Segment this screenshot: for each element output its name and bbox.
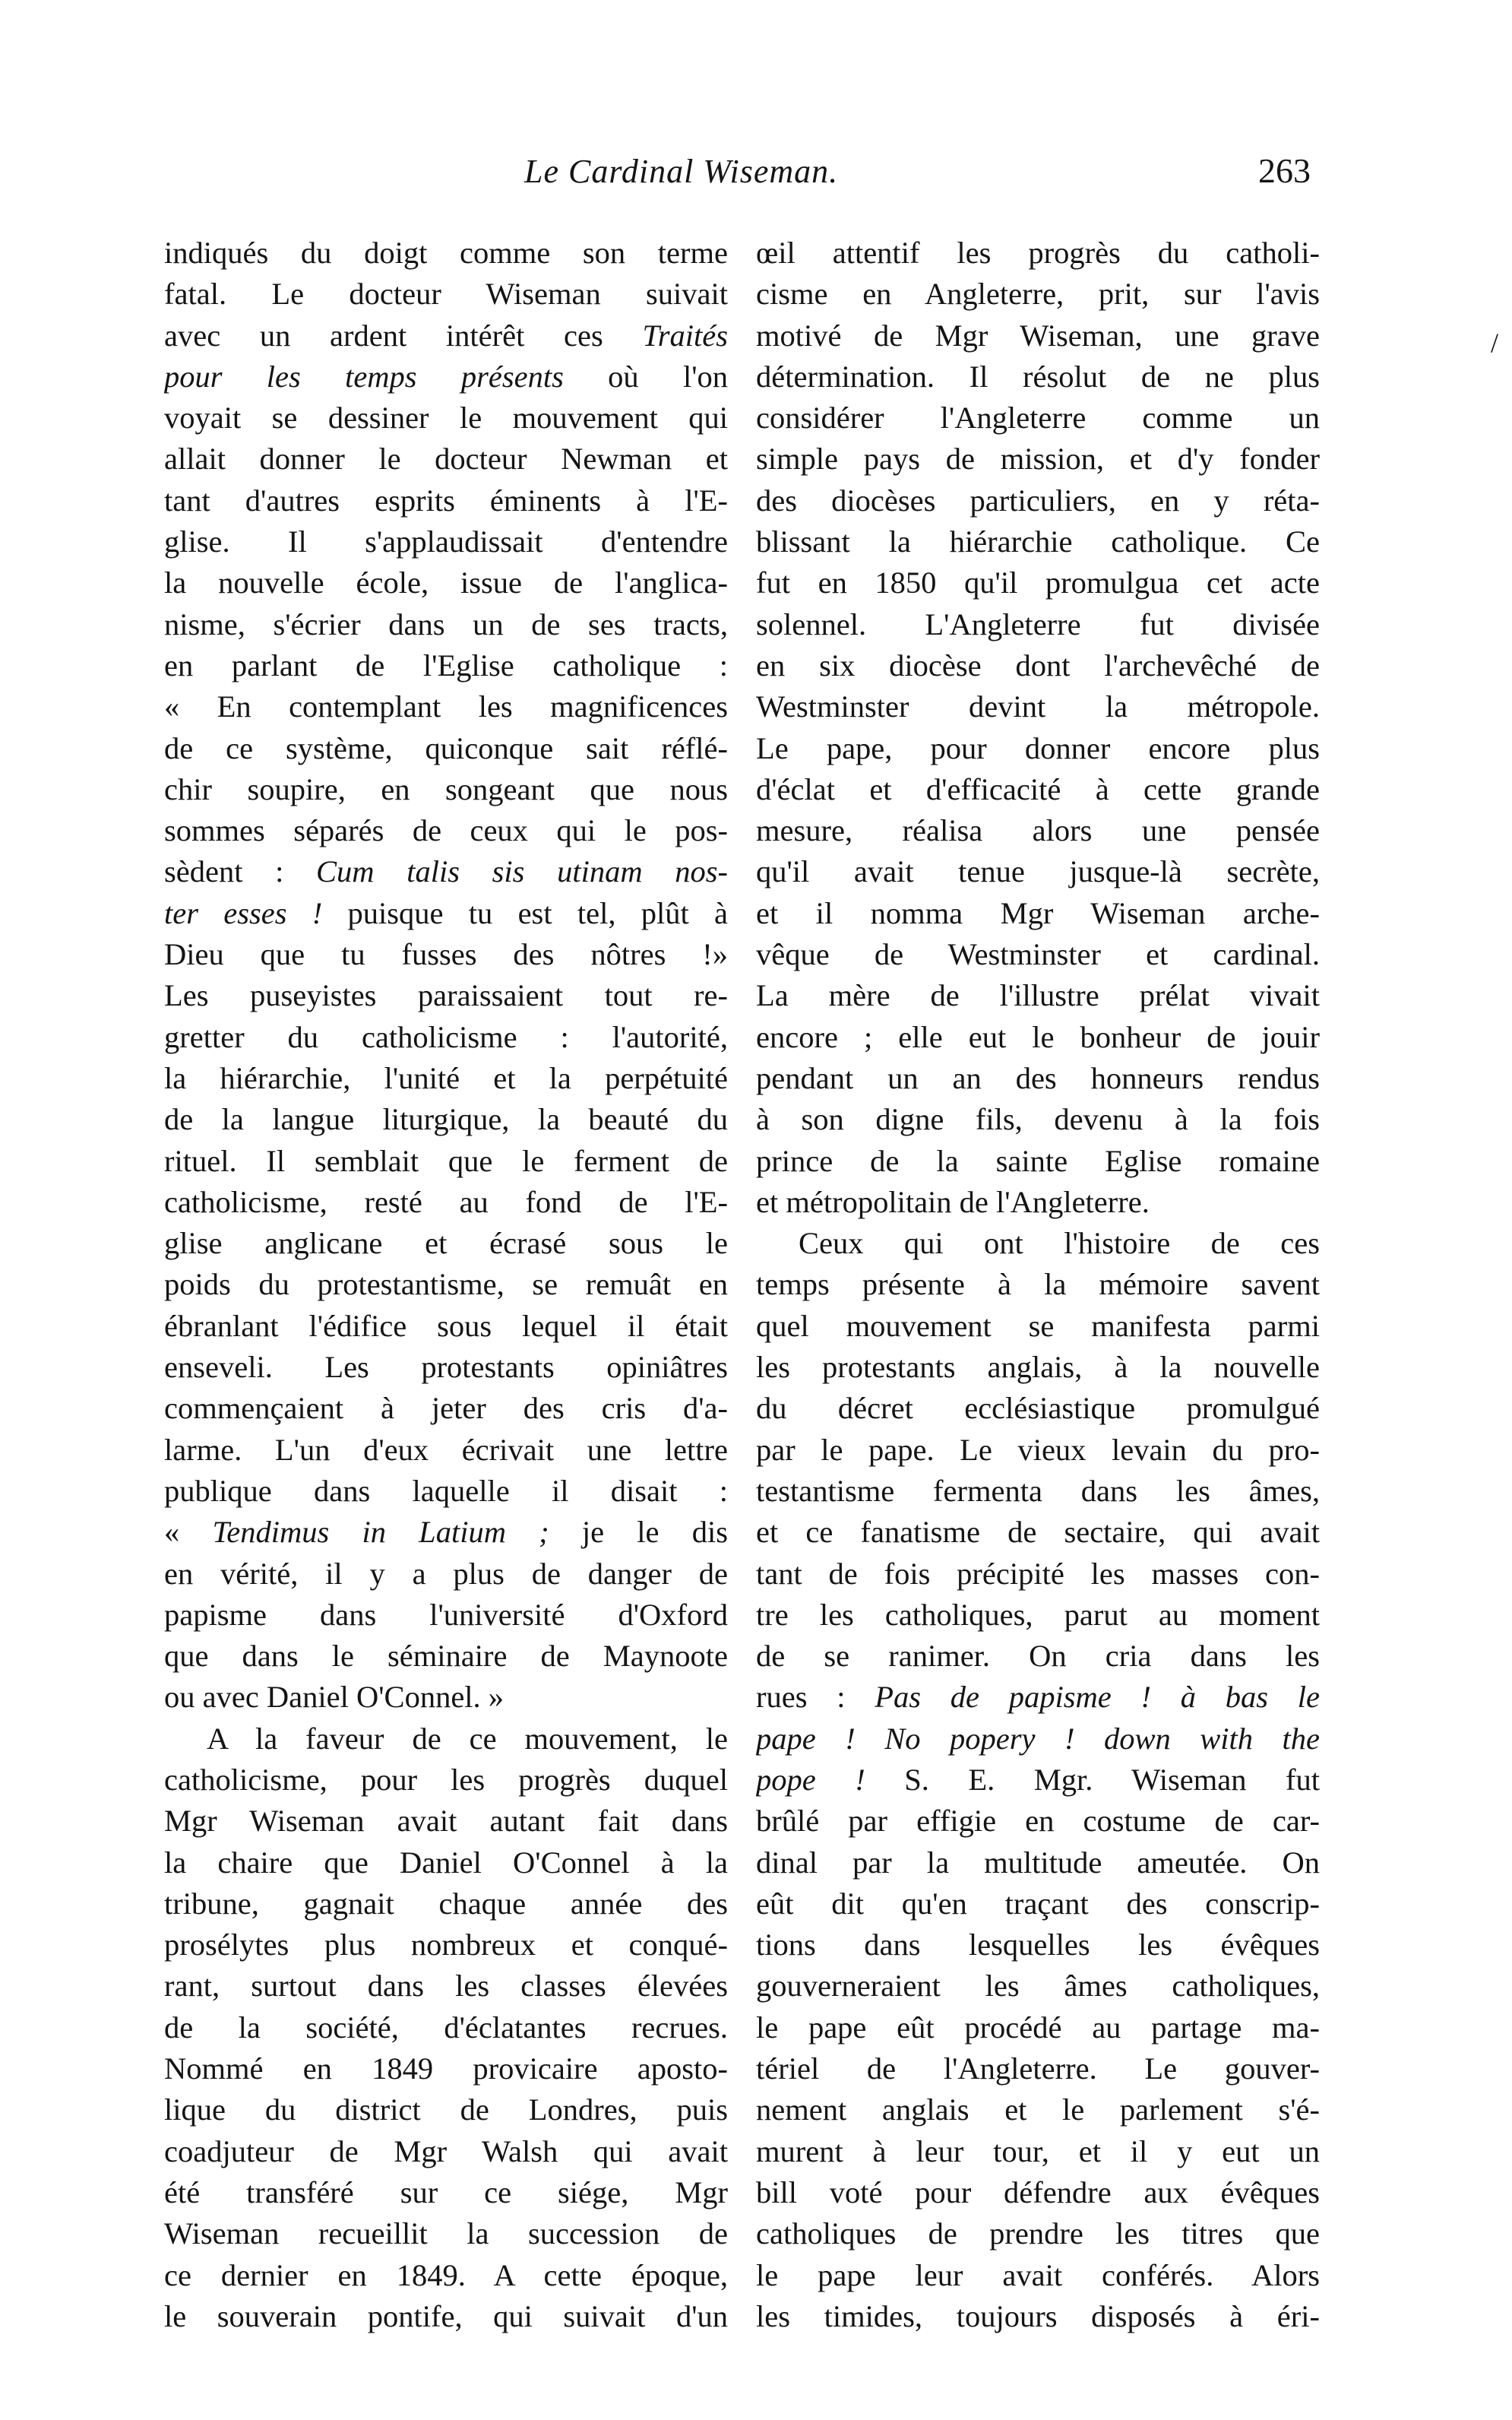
line-text: fatal. Le docteur Wiseman suivait [164,277,728,312]
line-text: prince de la sainte Eglise romaine [756,1143,1320,1178]
line-text: d'éclat et d'efficacité à cette grande [756,771,1320,806]
text-line [164,1264,728,1305]
line-text: catholicisme, resté au fond de l'E- [164,1184,728,1219]
line-text: temps présente à la mémoire savent [756,1267,1320,1302]
line-italic-text: pape ! No popery ! down with the [756,1721,1320,1756]
text-line [164,356,728,398]
text-line [164,521,728,562]
text-line [756,604,1320,645]
line-italic-text: Cum talis sis utinam nos- [316,854,728,889]
text-line [756,810,1320,851]
line-text: rues : [756,1680,875,1715]
line-text: chir soupire, en songeant que nous [164,771,728,806]
text-line [756,233,1320,274]
text-line [164,1306,728,1347]
text-line [756,1264,1320,1305]
line-text: quel mouvement se manifesta parmi [756,1308,1320,1343]
line-text: en parlant de l'Eglise catholique : [164,648,728,683]
text-line [756,1554,1320,1595]
text-line [164,2048,728,2089]
text-line [756,1388,1320,1429]
text-line [164,439,728,480]
running-title: Le Cardinal Wiseman. [524,153,839,190]
text-line [164,1223,728,1264]
line-text: indiqués du doigt comme son terme [164,236,728,270]
line-text: glise anglicane et écrasé sous le [164,1226,728,1261]
line-text: catholiques de prendre les titres que [756,2216,1320,2251]
line-text: Mgr Wiseman avait autant fait dans [164,1804,728,1839]
line-italic-text: Tendimus in Latium ; [212,1515,549,1550]
text-line [756,893,1320,934]
text-line [164,1924,728,1965]
text-line [164,1141,728,1182]
text-line [164,686,728,727]
line-text: Wiseman recueillit la succession de [164,2216,728,2251]
line-text: les timides, toujours disposés à éri- [756,2298,1320,2333]
line-text: S. E. Mgr. Wiseman fut [865,1762,1320,1797]
line-text: tériel de l'Angleterre. Le gouver- [756,2051,1320,2086]
line-italic-text: pope ! [756,1762,865,1797]
line-text: œil attentif les progrès du catholi- [756,236,1320,270]
line-text: les protestants anglais, à la nouvelle [756,1350,1320,1385]
text-line [164,2007,728,2048]
line-text: fut en 1850 qu'il promulgua cet acte [756,565,1320,600]
line-text: par le pape. Le vieux levain du pro- [756,1432,1320,1467]
text-line [164,562,728,603]
margin-mark: / [1491,328,1499,358]
line-text: testantisme fermenta dans les âmes, [756,1473,1320,1508]
text-line [756,2213,1320,2254]
text-line [164,604,728,645]
line-text: rituel. Il semblait que le ferment de [164,1143,728,1178]
text-line [164,1636,728,1677]
line-text: à son digne fils, devenu à la fois [756,1102,1320,1137]
text-line [164,728,728,769]
text-line [756,686,1320,727]
line-text: puisque tu est tel, plût à [322,895,728,930]
text-line [756,1058,1320,1099]
text-line [756,1718,1320,1760]
line-text: encore ; elle eut le bonheur de jouir [756,1019,1320,1054]
text-line [164,233,728,274]
line-text: larme. L'un d'eux écrivait une lettre [164,1432,728,1467]
line-text: blissant la hiérarchie catholique. Ce [756,524,1320,559]
text-line [164,851,728,892]
text-line [756,2131,1320,2172]
text-line [756,2007,1320,2048]
line-text: « En contemplant les magnificences [164,689,728,724]
line-text: Ceux qui ont l'histoire de ces [799,1226,1320,1261]
text-line [164,1760,728,1801]
text-line [756,2089,1320,2130]
text-line [164,1554,728,1595]
line-text: gouverneraient les âmes catholiques, [756,1969,1320,2003]
line-text: le pape eût procédé au partage ma- [756,2010,1320,2045]
line-text: détermination. Il résolut de ne plus [756,359,1320,394]
text-line [756,274,1320,315]
line-text: tribune, gagnait chaque année des [164,1886,728,1921]
line-text: glise. Il s'applaudissait d'entendre [164,524,728,559]
line-text: tant d'autres esprits éminents à l'E- [164,483,728,518]
text-line [756,645,1320,686]
line-text: publique dans laquelle il disait : [164,1473,728,1508]
line-text: Les puseyistes paraissaient tout re- [164,978,728,1013]
line-text: du décret ecclésiastique promulgué [756,1391,1320,1426]
line-text: où l'on [563,359,728,394]
page-number: 263 [1258,151,1311,190]
text-line [756,562,1320,603]
line-text: tions dans lesquelles les évêques [756,1927,1320,1962]
text-line [164,975,728,1016]
line-text: A la faveur de ce mouvement, le [207,1721,728,1756]
text-line [164,1347,728,1388]
text-line [164,1017,728,1058]
line-text: La mère de l'illustre prélat vivait [756,978,1320,1013]
text-line [164,1883,728,1924]
line-text: considérer l'Angleterre comme un [756,401,1320,436]
line-text: catholicisme, pour les progrès duquel [164,1762,728,1797]
line-text: ébranlant l'édifice sous lequel il était [164,1308,728,1343]
line-text: murent à leur tour, et il y eut un [756,2133,1320,2168]
line-text: rant, surtout dans les classes élevées [164,1969,728,2003]
line-text: en six diocèse dont l'archevêché de [756,648,1320,683]
text-line [756,1141,1320,1182]
text-line [756,1924,1320,1965]
line-italic-text: Pas de papisme ! à bas le [875,1680,1320,1715]
line-text: ou avec Daniel O'Connel. » [164,1680,505,1715]
line-text: été transféré sur ce siége, Mgr [164,2175,728,2209]
text-line [756,1677,1320,1718]
text-line [756,1842,1320,1883]
text-line [164,1058,728,1099]
text-line [756,2172,1320,2213]
line-text: et il nomma Mgr Wiseman arche- [756,895,1320,930]
text-line [164,315,728,356]
text-line [164,810,728,851]
line-text: brûlé par effigie en costume de car- [756,1804,1320,1839]
line-text: sommes séparés de ceux qui le pos- [164,813,728,848]
line-text: de la langue liturgique, la beauté du [164,1102,728,1137]
line-text: « [164,1515,213,1550]
text-line [164,1388,728,1429]
line-text: la hiérarchie, l'unité et la perpétuité [164,1060,728,1095]
text-line [756,1965,1320,2007]
line-text: motivé de Mgr Wiseman, une grave [756,318,1320,353]
text-line [756,1306,1320,1347]
line-italic-text: pour les temps présents [164,359,564,394]
text-line [756,398,1320,439]
text-line [164,2131,728,2172]
text-line [756,934,1320,975]
text-line [756,728,1320,769]
line-text: mesure, réalisa alors une pensée [756,813,1320,848]
text-line [756,1760,1320,1801]
line-text: ce dernier en 1849. A cette époque, [164,2257,728,2292]
line-text: gretter du catholicisme : l'autorité, [164,1019,728,1054]
line-text: Dieu que tu fusses des nôtres !» [164,937,728,972]
text-line [756,769,1320,810]
line-text: cisme en Angleterre, prit, sur l'avis [756,277,1320,312]
text-line [756,1182,1320,1223]
line-text: commençaient à jeter des cris d'a- [164,1391,728,1426]
text-line [756,1512,1320,1553]
line-text: de la société, d'éclatantes recrues. [164,2010,728,2045]
text-line [756,480,1320,521]
text-line [164,1099,728,1140]
text-line [756,1801,1320,1842]
text-line [756,1595,1320,1636]
line-text: nisme, s'écrier dans un de ses tracts, [164,607,728,641]
line-text: bill voté pour défendre aux évêques [756,2175,1320,2209]
text-line [164,645,728,686]
line-text: la chaire que Daniel O'Connel à la [164,1845,728,1880]
text-line [164,1801,728,1842]
line-text: allait donner le docteur Newman et [164,442,728,477]
line-text: vêque de Westminster et cardinal. [756,937,1320,972]
line-text: solennel. L'Angleterre fut divisée [756,607,1320,641]
line-text: lique du district de Londres, puis [164,2092,728,2127]
line-italic-text: Traités [642,318,728,353]
text-line [164,1965,728,2007]
text-line [164,2172,728,2213]
line-text: et ce fanatisme de sectaire, qui avait [756,1515,1320,1550]
line-text-after: je le dis [549,1515,728,1550]
line-text: tant de fois précipité les masses con- [756,1556,1320,1591]
line-text: simple pays de mission, et d'y fonder [756,442,1320,477]
line-text: avec un ardent intérêt ces [164,318,643,353]
line-text: des diocèses particuliers, en y réta- [756,483,1320,518]
text-line [164,2296,728,2337]
text-line [164,1182,728,1223]
text-line [164,1677,728,1718]
line-text: poids du protestantisme, se remuât en [164,1267,728,1302]
line-text: tre les catholiques, parut au moment [756,1597,1320,1632]
text-line [164,2255,728,2296]
text-line [756,1099,1320,1140]
line-text: que dans le séminaire de Maynoote [164,1639,728,1674]
text-line [756,1883,1320,1924]
line-text: pendant un an des honneurs rendus [756,1060,1320,1095]
text-line [756,975,1320,1016]
line-text: de se ranimer. On cria dans les [756,1639,1320,1674]
text-line [756,521,1320,562]
text-line [164,398,728,439]
text-line [756,1017,1320,1058]
text-line [756,1223,1320,1264]
text-line [756,1471,1320,1512]
text-line [164,1430,728,1471]
left-text-column [164,233,728,2337]
line-text: prosélytes plus nombreux et conqué- [164,1927,728,1962]
line-text: Nommé en 1849 provicaire aposto- [164,2051,728,2086]
text-line [756,315,1320,356]
line-text: sèdent : [164,854,317,889]
line-text: dinal par la multitude ameutée. On [756,1845,1320,1880]
text-line [164,1842,728,1883]
text-line [756,1636,1320,1677]
text-line [164,1718,728,1760]
line-text: enseveli. Les protestants opiniâtres [164,1350,728,1385]
text-line [164,934,728,975]
text-line [164,893,728,934]
text-line [756,2255,1320,2296]
line-text: en vérité, il y a plus de danger de [164,1556,728,1591]
text-line [756,356,1320,398]
line-text: Le pape, pour donner encore plus [756,730,1320,765]
text-line [756,2296,1320,2337]
text-line [164,480,728,521]
text-line [164,1512,728,1553]
line-italic-text: ter esses ! [164,895,323,930]
text-line [164,1595,728,1636]
line-text: le souverain pontife, qui suivait d'un [164,2298,728,2333]
text-line [756,2048,1320,2089]
line-text: la nouvelle école, issue de l'anglica- [164,565,728,600]
text-line [164,2089,728,2130]
text-line [756,1430,1320,1471]
line-text: coadjuteur de Mgr Walsh qui avait [164,2133,728,2168]
text-line [164,1471,728,1512]
right-text-column [756,233,1320,2337]
line-text: eût dit qu'en traçant des conscrip- [756,1886,1320,1921]
line-text: qu'il avait tenue jusque-là secrète, [756,854,1320,889]
line-text: papisme dans l'université d'Oxford [164,1597,728,1632]
line-text: nement anglais et le parlement s'é- [756,2092,1320,2127]
text-line [164,769,728,810]
line-text: et métropolitain de l'Angleterre. [756,1184,1150,1219]
text-line [756,439,1320,480]
line-text: de ce système, quiconque sait réflé- [164,730,728,765]
line-text: Westminster devint la métropole. [756,689,1320,724]
text-line [756,851,1320,892]
text-line [164,274,728,315]
line-text: le pape leur avait conférés. Alors [756,2257,1320,2292]
text-line [756,1347,1320,1388]
line-text: voyait se dessiner le mouvement qui [164,401,728,436]
text-line [164,2213,728,2254]
